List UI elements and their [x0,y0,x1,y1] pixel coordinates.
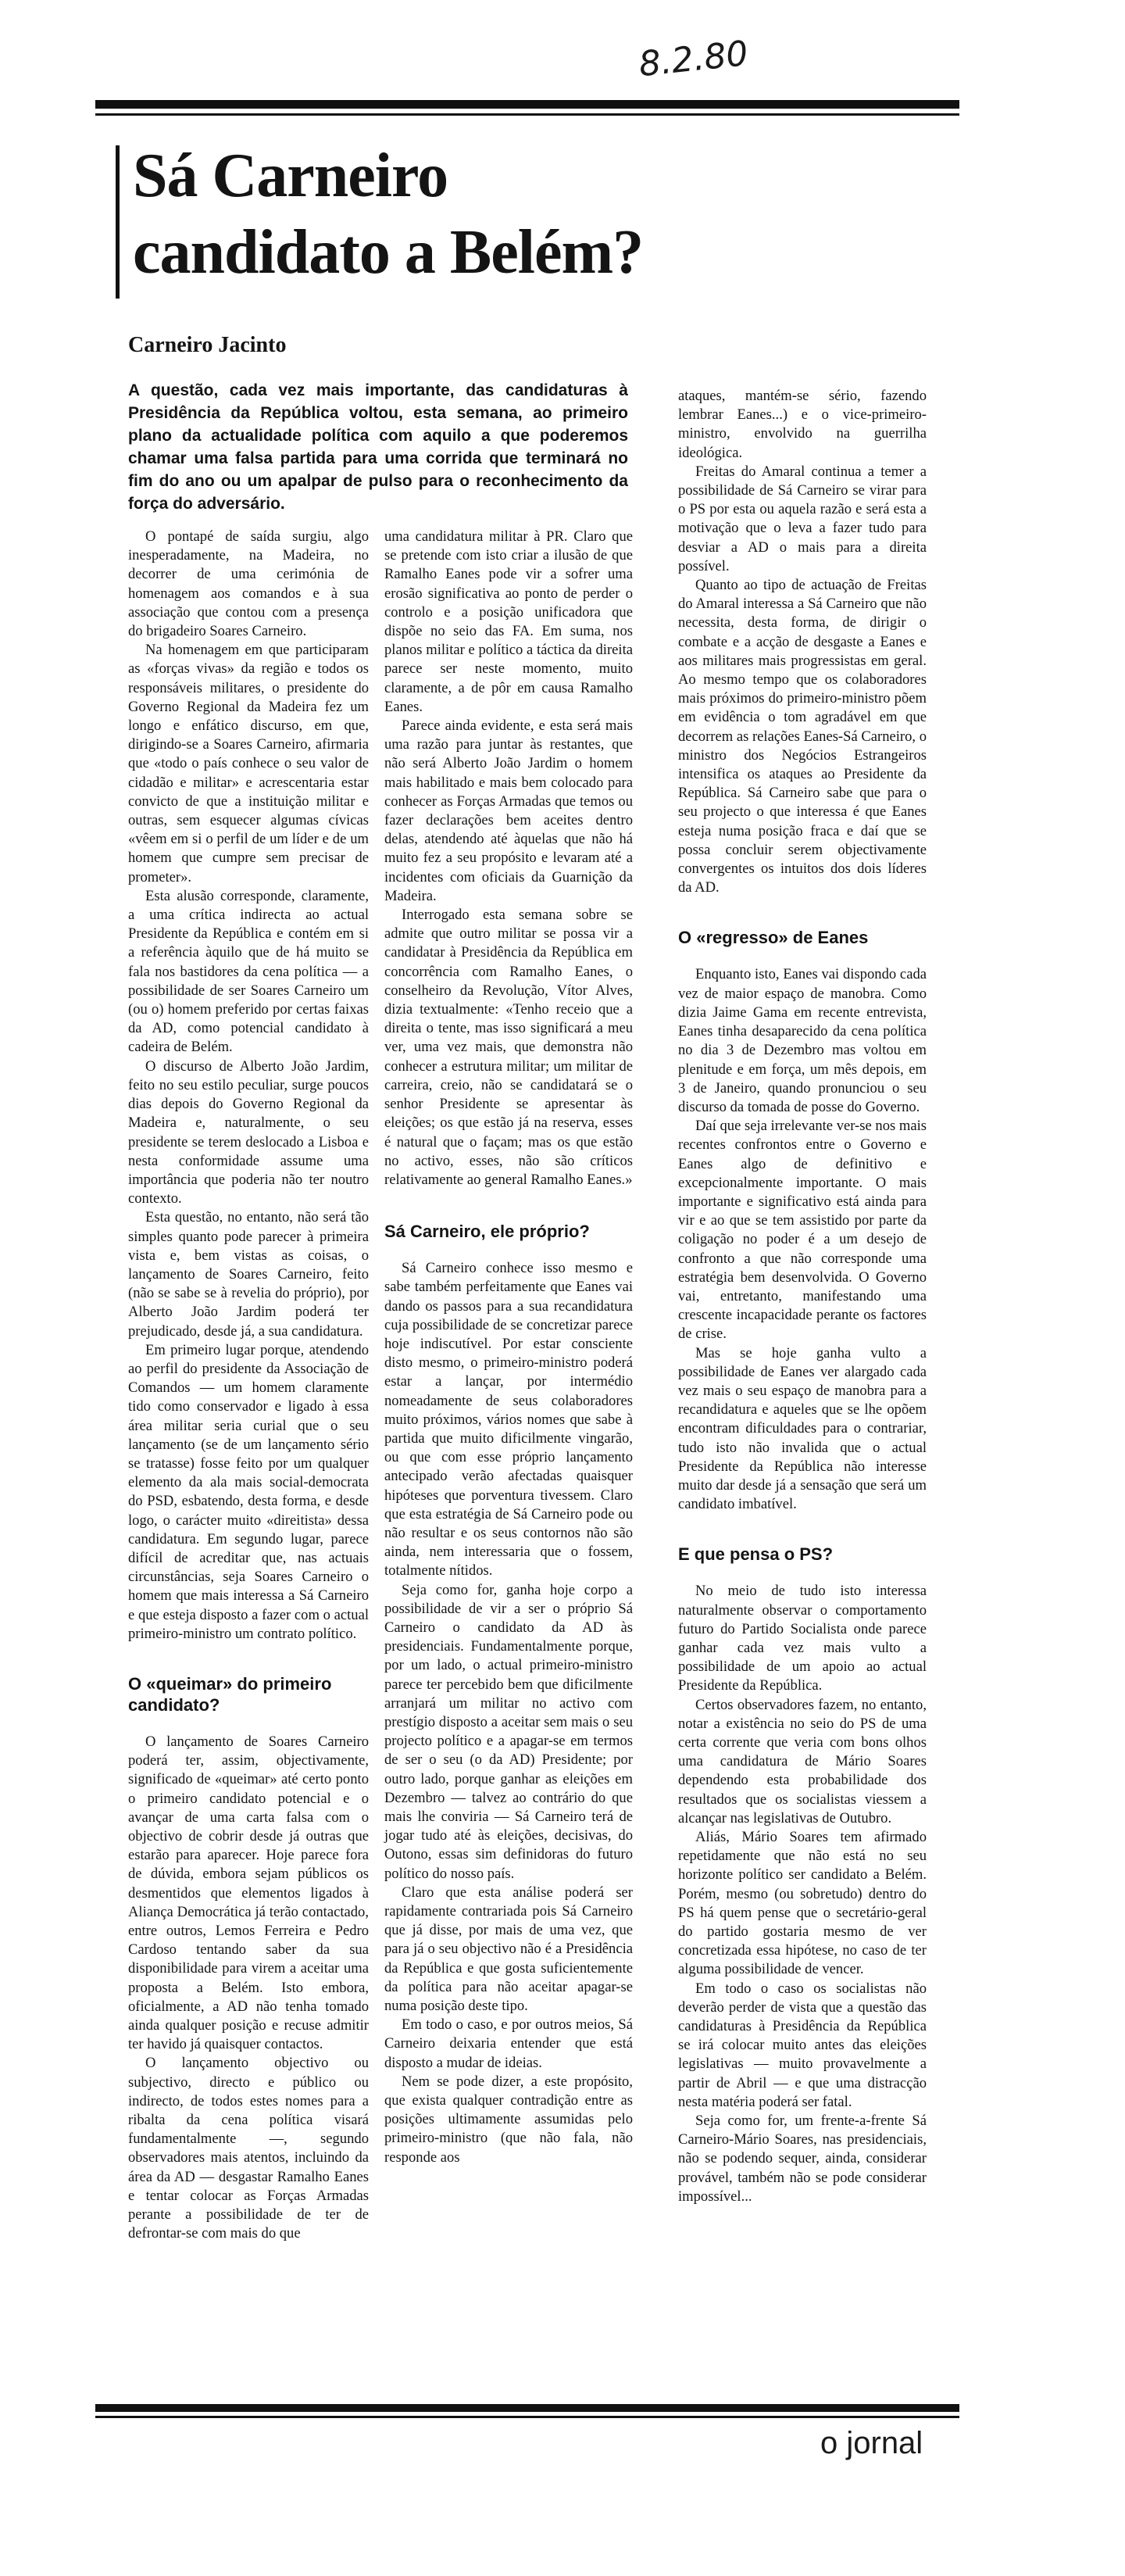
paragraph: Em todo o caso, e por outros meios, Sá Carneiro deixaria entender que está disposto a mudar de ideias. [384,2016,633,2071]
paragraph: Claro que esta análise poderá ser rapidamente contrariada pois Sá Carneiro que já disse, por mais de uma vez, que para já o seu objectivo não é a Presidência da República e que gosta suficientemente da política para não aceitar apagar-se numa posição deste tipo. [384,1884,633,2015]
headline [133,138,914,291]
paragraph: No meio de tudo isto interessa naturalmente observar o comportamento futuro do Partido Socialista onde parece ganhar cada vez mais vulto a possibilidade de um apoio ao actual Presidente da República. [678,1583,927,1694]
handwritten-date: 8.2.80 [637,33,750,85]
paragraph: O lançamento objectivo ou subjectivo, directo e público ou indirecto, de todos estes nomes para a ribalta da cena política visará fundamentalmente —, segundo observadores mais atentos, incluindo da área da AD — desgastar Ramalho Eanes e tentar colocar as Forças Armadas perante a possibilidade de ter de defrontar-se com mais do que [128,2055,369,2242]
lead-paragraph: A questão, cada vez mais importante, das candidaturas à Presidência da República voltou, esta semana, ao primeiro plano da actualidade política com aquilo a que poderemos chamar uma falsa partida para uma corrida que terminará no fim do ano ou um apalpar de pulso para o reconhecimento da força do adversário. [128,381,628,513]
paragraph: Parece ainda evidente, e esta será mais uma razão para juntar às restantes, que não será Alberto João Jardim o homem mais habilitado e mais bem colocado para conhecer as Forças Armadas que temos ou fazer declarações bem aceites dentro delas, atendendo até àquelas que não há muito fez a seu propósito e levaram até a incidentes com oficiais da Guarnição da Madeira. [384,717,633,904]
paragraph: Esta alusão corresponde, claramente, a uma crítica indirecta ao actual Presidente da República e contém em si a referência àquilo que de há muito se fala nos bastidores da cena política — a possibilidade de ser Soares Carneiro um (ou o) homem preferido por certas faixas da AD, como potencial candidato à cadeira de Belém. [128,887,369,1056]
subheading: O «regresso» de Eanes [678,928,869,948]
subheading: E que pensa o PS? [678,1544,834,1565]
paragraph: O discurso de Alberto João Jardim, feito no seu estilo peculiar, surge poucos dias depois do Governo Regional da Madeira e, naturalmente, o seu presidente se terem deslocado a Lisboa e nesta conformidade assume uma importância que poderia não ter noutro contexto. [128,1057,369,1208]
headline-bar [116,145,120,299]
paragraph: Freitas do Amaral continua a temer a possibilidade de Sá Carneiro se virar para o PS por esta ou aquela razão e será esta a motivação que o leva a fazer tudo para desviar a AD o mais para a direita possível. [678,463,927,574]
paragraph: uma candidatura militar à PR. Claro que se pretende com isto criar a ilusão de que Ramalho Eanes pode vir a sofrer uma erosão significativa ao ponto de perder o controlo e a posição unificadora que dispõe no seio das FA. Em suma, nos planos militar e político a táctica da direita parece ser neste momento, muito claramente, a de pôr em causa Ramalho Eanes. [384,528,633,715]
paragraph: Esta questão, no entanto, não será tão simples quanto pode parecer à primeira vista e, bem vistas as coisas, o lançamento de Soares Carneiro, feito (não se sabe se à revelia do próprio), por Alberto João Jardim poderá ter prejudicado, desde já, a sua candidatura. [128,1209,369,1340]
paragraph: O lançamento de Soares Carneiro poderá ter, assim, objectivamente, significado de «queimar» até certo ponto o primeiro candidato potencial e o avançar de uma carta falsa com o objectivo de cobrir desde já outras que estarão para aparecer. Hoje parece fora de dúvida, embora sejam públicos os desmentidos que elementos ligados à Aliança Democrática já terão contactado, entre outros, Lemos Ferreira e Pedro Cardoso tentando saber da sua disponibilidade para virem a aceitar uma proposta a Belém. Isto embora, oficialmente, a AD não tenha tomado ainda qualquer posição e recuse admitir ter havido já quaisquer contactos. [128,1733,369,2053]
paragraph: Seja como for, um frente-a-frente Sá Carneiro-Mário Soares, nas presidenciais, não se podendo sequer, ainda, considerar provável, também não se pode considerar impossível... [678,2113,927,2205]
paragraph: O pontapé de saída surgiu, algo inesperadamente, na Madeira, no decorrer de uma cerimónia de homenagem aos comandos e à sua associação que contou com a presença do brigadeiro Soares Carneiro. [128,528,369,640]
paragraph: Na homenagem em que participaram as «forças vivas» da região e todos os responsáveis militares, o presidente do Governo Regional da Madeira fez um longo e enfático discurso, em que, dirigindo-se a Soares Carneiro, afirmaria que «todo o país conhece o seu valor de cidadão e militar» e acrescentaria estar convicto de que a instituição militar e outras, sem esquecer algumas cívicas «vêem em si o perfil de um líder e de um homem que cumpre sem precisar de prometer». [128,642,369,886]
bottom-rule-thin [95,2416,959,2418]
paragraph: Em todo o caso os socialistas não deverão perder de vista que a questão das candidaturas à Presidência da República se irá colocar muito antes das eleições legislativas — muito provavelmente a partir de Abril — e que uma distracção nesta matéria poderá ser fatal. [678,1980,927,2110]
paragraph: Enquanto isto, Eanes vai dispondo cada vez de maior espaço de manobra. Como dizia Jaime Gama em recente entrevista, Eanes tinha desaparecido da cena política no dia 3 de Dezembro mas voltou em plenitude e em força, um mês depois, em 3 de Janeiro, quando pronunciou o seu discurso da tomada de posse do Governo. [678,966,927,1115]
paragraph: Interrogado esta semana sobre se admite que outro militar se possa vir a candidatar à Presidência da República em concorrência com Ramalho Eanes, o conselheiro da Revolução, Vítor Alves, dizia textualmente: «Tenho receio que a direita o tente, mas isso significará a meu ver, uma vez mais, que demonstra não conhecer a estrutura militar; um militar de carreira, creio, não se candidatará se o senhor Presidente se apresentar às eleições; os que estão já na reserva, esses é natural que o façam; mas os que estão no activo, esses, não são críticos relativamente ao general Ramalho Eanes.» [384,907,633,1188]
paragraph: Quanto ao tipo de actuação de Freitas do Amaral interessa a Sá Carneiro que não necessita, desta forma, de dirigir o combate e a acção de desgaste a Eanes e aos militares mais progressistas em geral. Ao mesmo tempo que os colaboradores mais próximos do primeiro-ministro põem em evidência o tom agradável em que decorrem as relações Eanes-Sá Carneiro, o ministro dos Negócios Estrangeiros intensifica os ataques ao Presidente da República. Sá Carneiro sabe que para o seu projecto o que interessa é que Eanes esteja numa posição fraca e daí que se possa concluir serem objectivamente convergentes os intuitos dos dois líderes da AD. [678,577,927,896]
bottom-rule-thick [95,2404,959,2412]
top-rule-thick [95,100,959,109]
paragraph: Aliás, Mário Soares tem afirmado repetidamente que não está no seu horizonte político ser candidato a Belém. Porém, mesmo (ou sobretudo) dentro do PS há quem pense que o secretário-geral do partido gostaria mesmo de ver concretizada essa hipótese, no caso de ter alguma possibilidade de vencer. [678,1829,927,1978]
column-1 [128,528,369,2243]
top-rule-thin [95,113,959,116]
publication-logo: o jornal [820,2426,923,2460]
paragraph: Seja como for, ganha hoje corpo a possibilidade de vir a ser o próprio Sá Carneiro o candidato da AD às presidenciais. Fundamentalmente porque, por um lado, o actual primeiro-ministro parece ter percebido bem que dificilmente arranjará um militar no activo com prestígio disposto a aceitar sem mais o seu projecto político e a apagar-se em termos de ser o seu (o da AD) Presidente; por outro lado, porque ganhar as eleições em Dezembro — talvez ao contrário do que mais lhe conviria — Sá Carneiro terá de jogar tudo até às eleições, decisivas, do Outono, essas sim definidoras do futuro político do nosso país. [384,1581,633,1882]
byline: Carneiro Jacinto [128,333,287,357]
column-3 [678,387,927,2206]
paragraph: Nem se pode dizer, a este propósito, que exista qualquer contradição entre as posições ultimamente assumidas pelo primeiro-ministro (que não fala, não responde aos [384,2073,633,2166]
paragraph: Mas se hoje ganha vulto a possibilidade de Eanes ver alargado cada vez mais o seu espaço de manobra para a recandidatura e aqueles que se lhe opõem encontram dificuldades para o contrariar, tudo isto não invalida que o actual Presidente da República não interesse muito dar desde já a sensação que será um candidato imbatível. [678,1344,927,1513]
headline-line-1: Sá Carneiro [133,141,448,210]
paragraph: ataques, mantém-se sério, fazendo lembrar Eanes...) e o vice-primeiro-ministro, envolvido na guerrilha ideológica. [678,388,927,461]
paragraph: Sá Carneiro conhece isso mesmo e sabe também perfeitamente que Eanes vai dando os passos para a sua recandidatura cuja possibilidade de se concretizar parece hoje indiscutível. Por estar consciente disto mesmo, o primeiro-ministro poderá estar a lançar, por intermédio nomeadamente de seus colaboradores muito próximos, vários nomes que sabe à partida que muito dificilmente vingarão, ou que com esse próprio lançamento antecipado verão afectadas quaisquer hipóteses que porventura tivessem. Claro que esta estratégia de Sá Carneiro pode ou não resultar e os seus contornos não são ainda, nem interessaria que o fossem, totalmente nítidos. [384,1260,633,1580]
subheading: O «queimar» do primeiro candidato? [128,1673,332,1715]
paragraph: Daí que seja irrelevante ver-se nos mais recentes confrontos entre o Governo e Eanes algo de definitivo e excepcionalmente importante. O mais importante e significativo está ainda para vir e ao que se tem assistido por parte da coligação no poder é a um desejo de confronto a que não corresponde uma estratégia bem desenvolvida. O Governo vai, entretanto, manifestando uma crescente incapacidade perante os factores de crise. [678,1118,927,1343]
paragraph: Certos observadores fazem, no entanto, notar a existência no seio do PS de uma certa corrente que veria com bons olhos uma candidatura de Mário Soares dependendo esta probabilidade dos resultados que os socialistas viessem a alcançar nas legislativas de Outubro. [678,1696,927,1826]
headline-line-2: candidato a Belém? [133,218,644,287]
column-2 [384,528,633,2167]
paragraph: Em primeiro lugar porque, atendendo ao perfil do presidente da Associação de Comandos — um homem claramente tido como conservador e ligado à essa área militar seria curial que o seu lançamento (se de um lançamento sério se tratasse) fosse feito por um qualquer elemento da ala mais social-democrata do PSD, esbatendo, desta forma, e desde logo, o carácter muito «direitista» dessa candidatura. Em segundo lugar, parece difícil de acreditar que, nas actuais circunstâncias, seja Soares Carneiro o homem que mais interessa a Sá Carneiro e que esteja disposto a fazer com o actual primeiro-ministro um contrato político. [128,1341,369,1642]
subheading: Sá Carneiro, ele próprio? [384,1222,590,1242]
